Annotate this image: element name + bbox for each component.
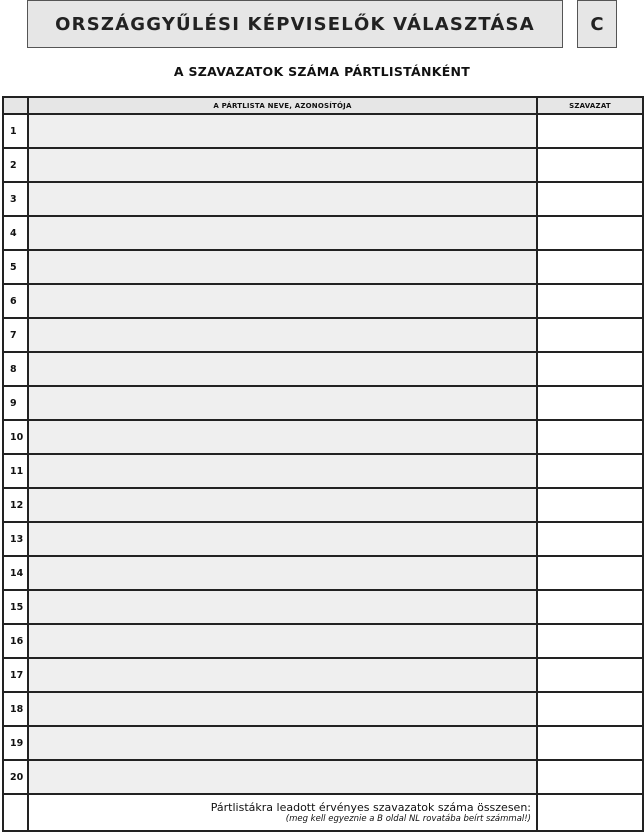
party-list-name-field[interactable] (28, 624, 537, 658)
table-row (3, 284, 643, 318)
party-list-name-field[interactable] (28, 692, 537, 726)
votes-field[interactable] (537, 352, 643, 386)
party-list-votes-table (2, 96, 644, 832)
votes-field[interactable] (537, 760, 643, 794)
party-list-name-field[interactable] (28, 182, 537, 216)
votes-field[interactable] (537, 624, 643, 658)
party-list-name-field[interactable] (28, 420, 537, 454)
votes-field[interactable] (537, 488, 643, 522)
row-number: 18 (3, 692, 28, 726)
votes-field[interactable] (537, 726, 643, 760)
votes-field[interactable] (537, 250, 643, 284)
total-row (3, 794, 643, 831)
row-number: 5 (3, 250, 28, 284)
votes-field[interactable] (537, 284, 643, 318)
votes-field[interactable] (537, 148, 643, 182)
party-list-name-field[interactable] (28, 726, 537, 760)
party-list-name-field[interactable] (28, 488, 537, 522)
votes-field[interactable] (537, 454, 643, 488)
party-list-name-field[interactable] (28, 148, 537, 182)
table-row (3, 454, 643, 488)
table-row (3, 352, 643, 386)
table-row (3, 250, 643, 284)
party-list-name-field[interactable] (28, 556, 537, 590)
row-number: 15 (3, 590, 28, 624)
table-row (3, 658, 643, 692)
party-list-name-field[interactable] (28, 454, 537, 488)
row-number: 13 (3, 522, 28, 556)
row-number: 11 (3, 454, 28, 488)
votes-field[interactable] (537, 692, 643, 726)
votes-field[interactable] (537, 114, 643, 148)
section-subtitle: A SZAVAZATOK SZÁMA PÁRTLISTÁNKÉNT (173, 64, 471, 79)
party-list-name-field[interactable] (28, 590, 537, 624)
party-list-name-field[interactable] (28, 522, 537, 556)
table-row (3, 420, 643, 454)
party-list-name-field[interactable] (28, 114, 537, 148)
row-number: 16 (3, 624, 28, 658)
party-list-name-field[interactable] (28, 386, 537, 420)
row-number: 4 (3, 216, 28, 250)
party-list-name-field[interactable] (28, 250, 537, 284)
table-row (3, 522, 643, 556)
table-row (3, 216, 643, 250)
row-number: 8 (3, 352, 28, 386)
party-list-name-field[interactable] (28, 658, 537, 692)
row-number: 9 (3, 386, 28, 420)
table-row (3, 488, 643, 522)
row-number: 17 (3, 658, 28, 692)
table-row (3, 692, 643, 726)
votes-field[interactable] (537, 420, 643, 454)
table-row (3, 318, 643, 352)
row-number: 6 (3, 284, 28, 318)
votes-field[interactable] (537, 590, 643, 624)
table-row (3, 726, 643, 760)
party-list-name-field[interactable] (28, 760, 537, 794)
row-number: 19 (3, 726, 28, 760)
table-row (3, 590, 643, 624)
row-number: 2 (3, 148, 28, 182)
votes-field[interactable] (537, 216, 643, 250)
table-row (3, 760, 643, 794)
votes-field[interactable] (537, 522, 643, 556)
row-number: 7 (3, 318, 28, 352)
form-letter-badge: C (577, 0, 617, 48)
total-note: (meg kell egyeznie a B oldal NL rovatába beírt számmal!) (285, 814, 531, 824)
party-list-name-field[interactable] (28, 352, 537, 386)
table-row (3, 148, 643, 182)
party-list-name-field[interactable] (28, 284, 537, 318)
votes-field[interactable] (537, 658, 643, 692)
form-title: ORSZÁGGYŰLÉSI KÉPVISELŐK VÁLASZTÁSA (27, 0, 563, 48)
table-row (3, 114, 643, 148)
votes-field[interactable] (537, 182, 643, 216)
votes-header: SZAVAZAT (537, 97, 643, 114)
row-number: 20 (3, 760, 28, 794)
table-body (3, 114, 643, 831)
total-row-number (3, 794, 28, 831)
row-number: 10 (3, 420, 28, 454)
table-row (3, 624, 643, 658)
row-number: 12 (3, 488, 28, 522)
table-header-row (3, 97, 643, 114)
table-row (3, 386, 643, 420)
total-label-cell (28, 794, 537, 831)
table-row (3, 556, 643, 590)
party-list-name-header: A PÁRTLISTA NEVE, AZONOSÍTÓJA (28, 97, 537, 114)
votes-field[interactable] (537, 386, 643, 420)
row-number-header (3, 97, 28, 114)
party-list-name-field[interactable] (28, 318, 537, 352)
votes-field[interactable] (537, 556, 643, 590)
party-list-name-field[interactable] (28, 216, 537, 250)
row-number: 1 (3, 114, 28, 148)
row-number: 3 (3, 182, 28, 216)
votes-field[interactable] (537, 318, 643, 352)
table-row (3, 182, 643, 216)
row-number: 14 (3, 556, 28, 590)
total-label: Pártlistákra leadott érvényes szavazatok száma összesen: (210, 800, 531, 814)
total-votes-field[interactable] (537, 794, 643, 831)
